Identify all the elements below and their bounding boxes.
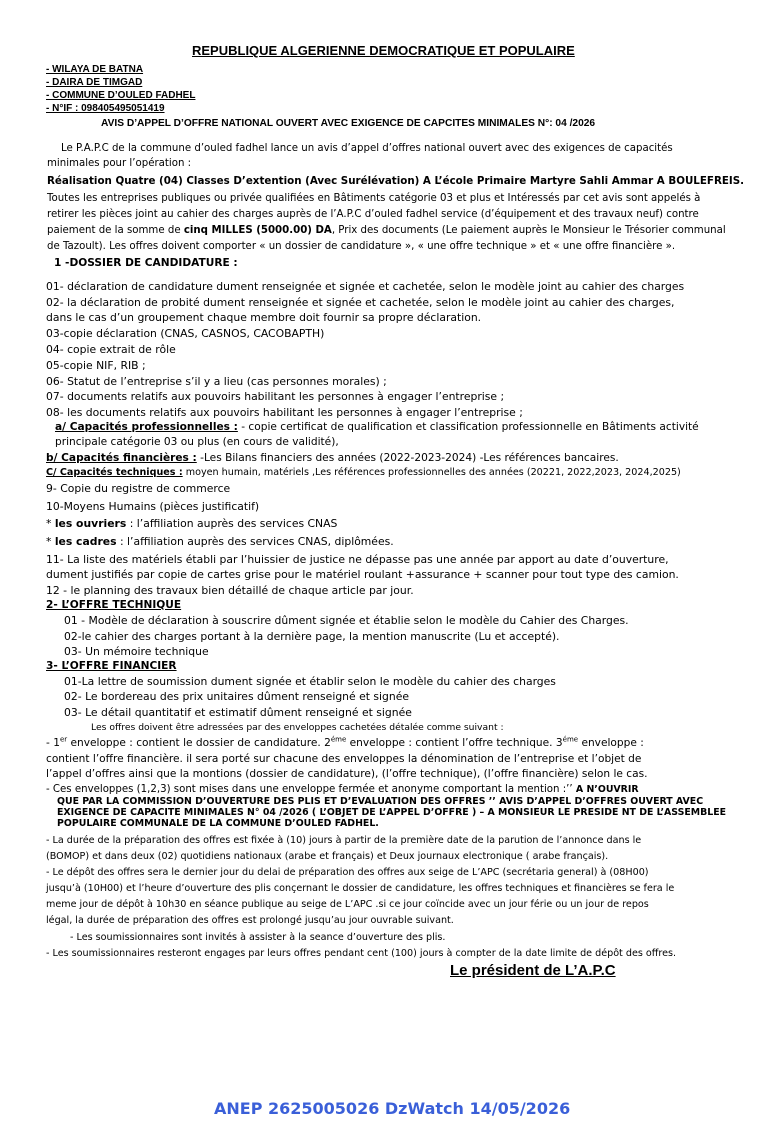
dossier-item-05: 05-copie NIF, RIB ; — [46, 359, 146, 372]
final-line-7: - Les soumissionnaires sont invités à assister à la seance d’ouverture des plis. — [70, 932, 446, 943]
anep-footer: ANEP 2625005026 DzWatch 14/05/2026 — [214, 1099, 571, 1118]
enveloppes-mention-1: QUE PAR LA COMMISSION D’OUVERTURE DES PLIS ET D’EVALUATION DES OFFRES ’’ AVIS D’APPEL D’OFFRES OUVERT AVEC — [57, 796, 704, 807]
dossier-item-11: 11- La liste des matériels établi par l’huissier de justice ne dépasse pas une année par apport au date d’ouverture, — [46, 553, 669, 566]
technique-item-01: 01 - Modèle de déclaration à souscrire dûment signée et établie selon le modèle du Cahier des Charges. — [64, 614, 629, 627]
dossier-item-12: 12 - le planning des travaux bien détaillé de chaque article par jour. — [46, 584, 414, 597]
financier-note: Les offres doivent être adressées par des enveloppes cachetées détalée comme suivant : — [91, 722, 504, 733]
financier-item-02: 02- Le bordereau des prix unitaires dûment renseigné et signée — [64, 690, 410, 703]
capacites-techniques: C/ Capacités techniques : moyen humain, matériels ,Les références professionnelles des années (20221, 2022,2023, 2024,2025) — [46, 467, 681, 478]
dossier-item-01: 01- déclaration de candidature dument renseignée et signée et cachetée, selon le modèle joint au cahier des charges — [46, 280, 685, 293]
dossier-item-03: 03-copie déclaration (CNAS, CASNOS, CACOBAPTH) — [46, 327, 325, 340]
dossier-item-10: 10-Moyens Humains (pièces justificatif) — [46, 500, 260, 513]
president-signature: Le président de L’A.P.C — [450, 962, 616, 979]
final-line-6: légal, la durée de préparation des offres est prolongé jusqu’au jour ouvrable suivant. — [46, 915, 454, 926]
final-line-3: - Le dépôt des offres sera le dernier jour du delai de préparation des offres aux seige de L’APC (secrétaria general) à (08H00) — [46, 867, 649, 878]
enveloppes-line-1: - 1er enveloppe : contient le dossier de candidature. $2^{éme}$ enveloppe : contient l’offre technique. $3^{éme}$ enveloppe : — [46, 735, 644, 749]
avis-title: AVIS D’APPEL D’OFFRE NATIONAL OUVERT AVEC EXIGENCE DE CAPCITES MINIMALES N°: 04 /2026 — [101, 118, 596, 129]
intro-para-4: de Tazoult). Les offres doivent comporter « un dossier de candidature », « une offre technique » et « une offre financière ». — [47, 241, 676, 252]
capacites-professionnelles-cont: principale catégorie 03 ou plus (en cours de validité), — [55, 436, 339, 448]
intro-para-2: retirer les pièces joint au cahier des charges auprès de l’A.P.C d’ouled fadhel service (d’équipement et des travaux neuf) contre — [47, 209, 699, 220]
operation-title: Réalisation Quatre (04) Classes D’extention (Avec Surélévation) A L’école Primaire Martyre Sahli Ammar A BOULEFREIS. — [47, 175, 745, 187]
final-line-5: meme jour de dépôt à 10h30 en séance publique au seige de L’APC .si ce jour coïncide avec un jour férie ou un jour de repos — [46, 899, 649, 910]
dossier-item-11-cont: dument justifiés par copie de cartes grise pour le matériel roulant +assurance + scanner pour tout type des camion. — [46, 568, 679, 581]
dossier-item-04: 04- copie extrait de rôle — [46, 343, 176, 356]
intro-line-1: Le P.A.P.C de la commune d’ouled fadhel lance un avis d’appel d’offres national ouvert avec des exigences de capacités — [61, 143, 673, 154]
dossier-item-09: 9- Copie du registre de commerce — [46, 482, 231, 495]
enveloppes-mention-2: EXIGENCE DE CAPACITE MINIMALES N° 04 /2026 ( L’OBJET DE L’APPEL D’OFFRE ) – A MONSIEUR LE PRESIDE NT DE L’ASSEMBLEE — [57, 807, 727, 818]
intro-line-2: minimales pour l’opération : — [47, 158, 192, 169]
ouvriers-line: * les ouvriers : l’affiliation auprès des services CNAS — [46, 517, 338, 530]
commune-line: - COMMUNE D’OULED FADHEL — [46, 90, 196, 101]
enveloppes-line-3: l’appel d’offres ainsi que la montions (dossier de candidature), (l’offre technique), (l’offre financière) selon le cas. — [46, 768, 648, 780]
cadres-line: * les cadres : l’affiliation auprès des services CNAS, diplômées. — [46, 535, 394, 548]
final-line-4: jusqu’à (10H00) et l’heure d’ouverture des plis conçernant le dossier de candidature, les offres techniques et financières se fera le — [46, 883, 675, 894]
enveloppes-line-4: - Ces enveloppes (1,2,3) sont mises dans une enveloppe fermée et anonyme comportant la mention :’’ A N’OUVRIR — [46, 784, 639, 795]
dossier-item-06: 06- Statut de l’entreprise s’il y a lieu (cas personnes morales) ; — [46, 375, 387, 388]
technique-item-03: 03- Un mémoire technique — [64, 645, 209, 658]
dossier-item-02-cont: dans le cas d’un groupement chaque membre doit fournir sa propre déclaration. — [46, 311, 482, 324]
technique-item-02: 02-le cahier des charges portant à la dernière page, la mention manuscrite (Lu et accepté). — [64, 630, 560, 643]
capacites-professionnelles: a/ Capacités professionnelles : - copie certificat de qualification et classification professionnelle en Bâtiments activité — [55, 421, 699, 433]
final-line-1: - La durée de la préparation des offres est fixée à (10) jours à partir de la première date de la parution de l’annonce dans le — [46, 835, 642, 846]
dossier-item-08: 08- les documents relatifs aux pouvoirs habilitant les personnes à engager l’entreprise ; — [46, 406, 523, 419]
financier-item-03: 03- Le détail quantitatif et estimatif dûment renseigné et signée — [64, 706, 412, 719]
intro-para-3: paiement de la somme de cinq MILLES (5000.00) DA, Prix des documents (Le paiement auprès le Monsieur le Trésorier communal — [47, 225, 726, 236]
wilaya-line: - WILAYA DE BATNA — [46, 64, 144, 75]
enveloppes-mention-3: POPULAIRE COMMUNALE DE LA COMMUNE D’OULED FADHEL. — [57, 818, 379, 829]
final-line-2: (BOMOP) et dans deux (02) quotidiens nationaux (arabe et français) et Deux journaux electronique ( arabe français). — [46, 851, 609, 862]
financier-item-01: 01-La lettre de soumission dument signée et établir selon le modèle du cahier des charges — [64, 675, 556, 688]
nif-line: - N°IF : 098405495051419 — [46, 103, 165, 114]
dossier-item-02: 02- la déclaration de probité dument renseignée et signée et cachetée, selon le modèle joint au cahier des charges, — [46, 296, 675, 309]
dossier-heading: 1 -DOSSIER DE CANDIDATURE : — [54, 257, 238, 269]
republic-title: REPUBLIQUE ALGERIENNE DEMOCRATIQUE ET POPULAIRE — [192, 43, 575, 58]
enveloppes-line-2: contient l’offre financière. il sera porté sur chacune des enveloppes la dénomination de l’entreprise et l’objet de — [46, 753, 642, 765]
dossier-item-07: 07- documents relatifs aux pouvoirs habilitant les personnes à engager l’entreprise ; — [46, 390, 505, 403]
daira-line: - DAIRA DE TIMGAD — [46, 77, 143, 88]
capacites-financieres: b/ Capacités financières : -Les Bilans financiers des années (2022-2023-2024) -Les références bancaires. — [46, 452, 619, 464]
final-line-8: - Les soumissionnaires resteront engages par leurs offres pendant cent (100) jours à compter de la date limite de dépôt des offres. — [46, 948, 677, 959]
intro-para-1: Toutes les entreprises publiques ou privée qualifiées en Bâtiments catégorie 03 et plus et Intéressés par cet avis sont appelés à — [47, 193, 701, 204]
financier-heading: 3- L’OFFRE FINANCIER — [46, 660, 177, 672]
technique-heading: 2- L’OFFRE TECHNIQUE — [46, 599, 182, 611]
